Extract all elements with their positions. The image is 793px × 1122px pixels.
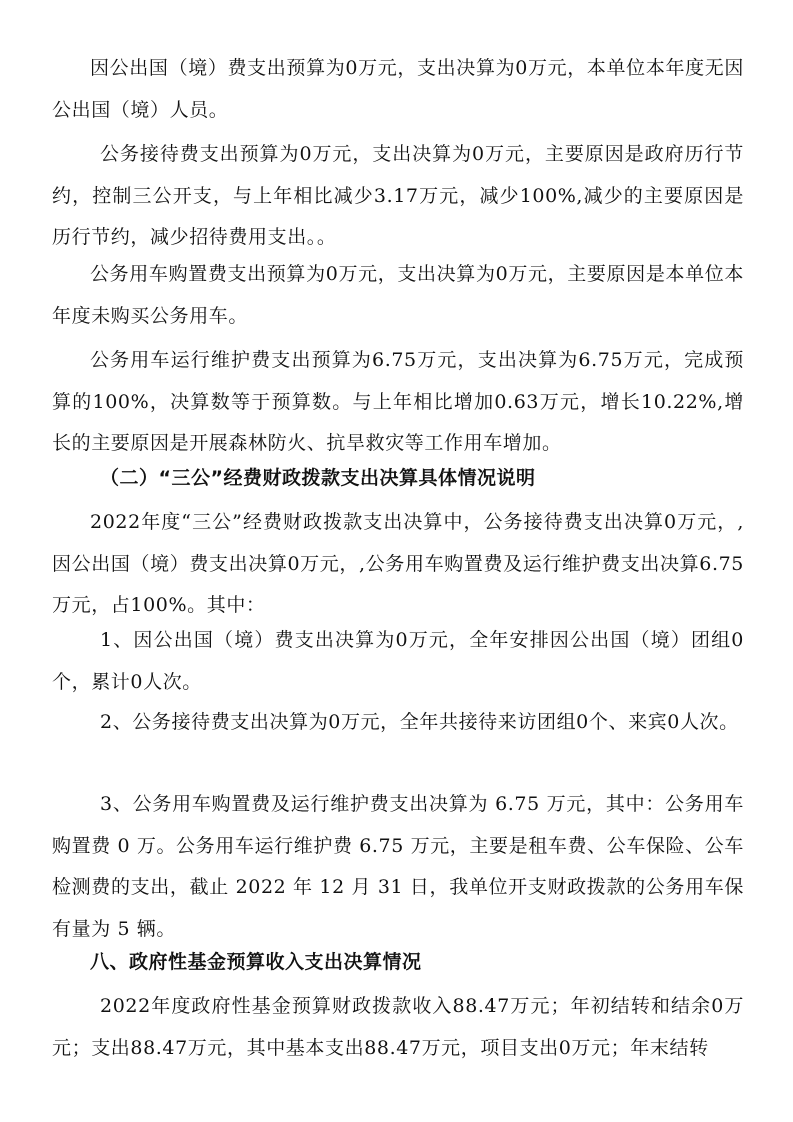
list-item-3: 3、公务用车购置费及运行维护费支出决算为 6.75 万元，其中：公务用车购置费 0 万。公务用车运行维护费 6.75 万元，主要是租车费、公车保险、公车检测费的支出，截止 2022 年 12 月 31 日，我单位开支财政拨款的公务用车保有量为 5 辆。	[52, 793, 744, 940]
paragraph-government-fund: 2022年度政府性基金预算财政拨款收入88.47万元；年初结转和结余0万元；支出88.47万元，其中基本支出88.47万元，项目支出0万元；年末结转	[52, 995, 744, 1059]
paragraph-foreign-travel: 因公出国（境）费支出预算为0万元，支出决算为0万元，本单位本年度无因公出国（境）人员。	[52, 57, 744, 121]
list-item-1: 1、因公出国（境）费支出决算为0万元，全年安排因公出国（境）团组0个，累计0人次。	[52, 629, 744, 693]
section-heading-2: （二）“三公”经费财政拨款支出决算具体情况说明	[100, 467, 536, 489]
paragraph-summary: 2022年度“三公”经费财政拨款支出决算中，公务接待费支出决算0万元，,因公出国（境）费支出决算0万元，,公务用车购置费及运行维护费支出决算6.75万元，占100%。其中：	[52, 511, 744, 616]
section-heading-8: 八、政府性基金预算收入支出决算情况	[90, 951, 422, 973]
paragraph-vehicle-maintenance: 公务用车运行维护费支出预算为6.75万元，支出决算为6.75万元，完成预算的100%，决算数等于预算数。与上年相比增加0.63万元，增长10.22%,增长的主要原因是开展森林防火、抗旱救灾等工作用车增加。	[52, 349, 744, 454]
list-item-2: 2、公务接待费支出决算为0万元，全年共接待来访团组0个、来宾0人次。	[100, 711, 739, 733]
paragraph-vehicle-purchase: 公务用车购置费支出预算为0万元，支出决算为0万元，主要原因是本单位本年度未购买公务用车。	[52, 263, 744, 327]
paragraph-reception: 公务接待费支出预算为0万元，支出决算为0万元，主要原因是政府历行节约，控制三公开支，与上年相比减少3.17万元，减少100%,减少的主要原因是历行节约，减少招待费用支出。。	[52, 143, 744, 248]
